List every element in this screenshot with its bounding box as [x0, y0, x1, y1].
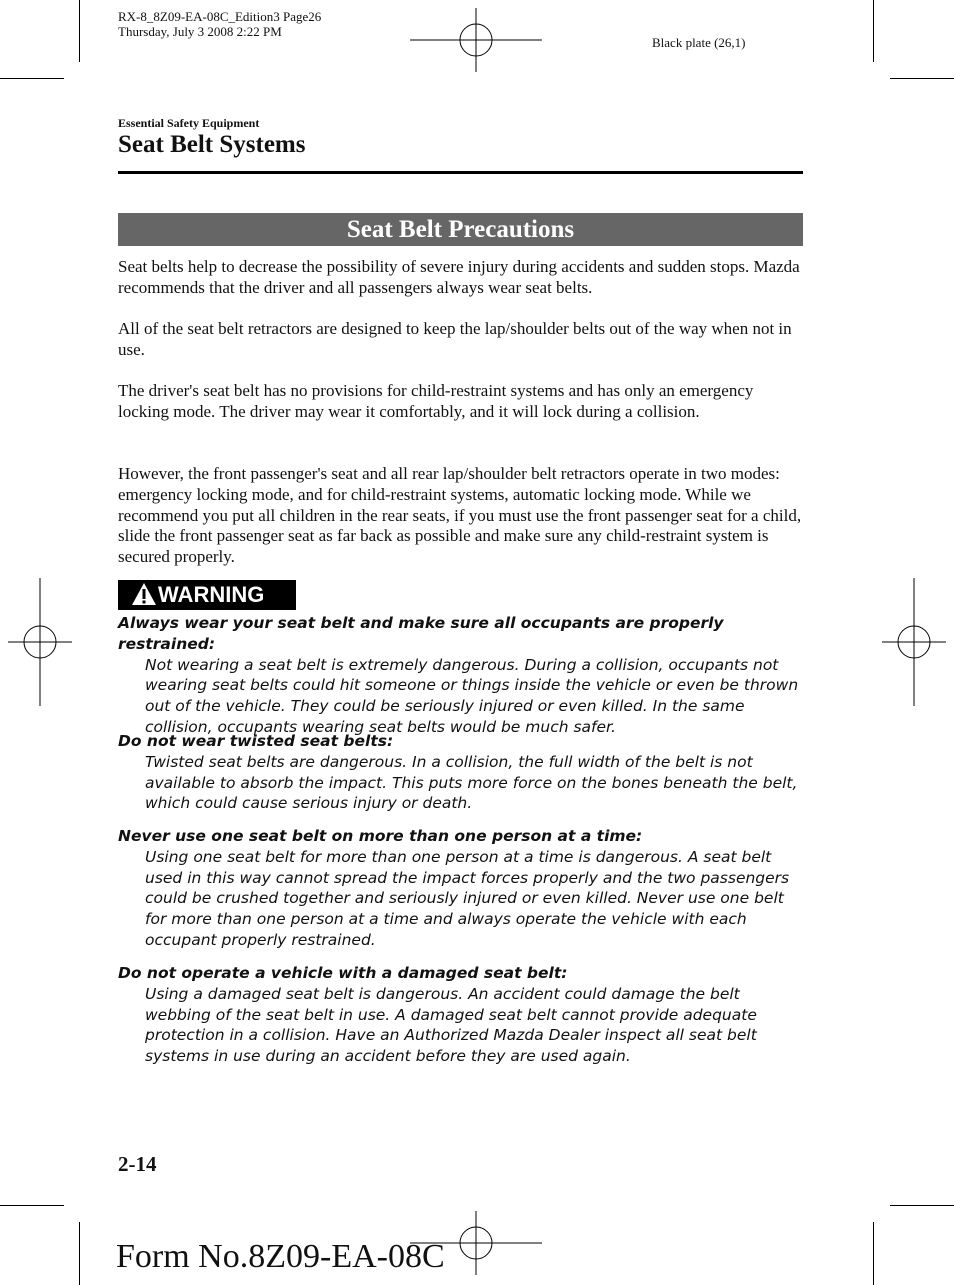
paragraph: Seat belts help to decrease the possibility of severe injury during accidents and sudden stops. Mazda recommends that the driver and all passengers always wear seat belts. [118, 257, 800, 297]
warning-item [118, 826, 803, 951]
warning-item-heading: Do not wear twisted seat belts: [118, 732, 394, 750]
registration-mark-top [410, 8, 542, 72]
warning-item-body: Not wearing a seat belt is extremely dangerous. During a collision, occupants not wearing seat belts could hit someone or things inside the vehicle or even be thrown out of the vehicle. They could be seriously injured or even killed. In the same collision, occupants wearing seat belts would be much safer. [145, 655, 799, 736]
print-job-line-2: Thursday, July 3 2008 2:22 PM [118, 24, 282, 39]
print-job-line-1: RX-8_8Z09-EA-08C_Edition3 Page26 [118, 9, 322, 24]
title-rule [118, 171, 803, 174]
registration-mark-right [882, 578, 946, 706]
warning-item [118, 963, 803, 1067]
warning-item-heading: Do not operate a vehicle with a damaged seat belt: [118, 964, 568, 982]
section-banner: Seat Belt Precautions [118, 213, 803, 246]
print-job-info [118, 9, 321, 39]
warning-item-body: Twisted seat belts are dangerous. In a collision, the full width of the belt is not available to absorb the impact. This puts more force on the bones beneath the belt, which could cause serious injury or death. [145, 752, 798, 813]
warning-item [118, 731, 803, 814]
plate-label: Black plate (26,1) [652, 35, 746, 50]
warning-label: WARNING [158, 582, 265, 607]
page-number: 2-14 [118, 1152, 157, 1176]
page-title: Seat Belt Systems [118, 131, 306, 158]
section-label: Essential Safety Equipment [118, 116, 260, 130]
paragraph: All of the seat belt retractors are designed to keep the lap/shoulder belts out of the way when not in use. [118, 319, 792, 359]
warning-item-body: Using one seat belt for more than one person at a time is dangerous. A seat belt used in this way cannot spread the impact forces properly and the two passengers could be crushed together and seriously injured or even killed. Never use one belt for more than one person at a time and always operate the vehicle with each occupant properly restrained. [145, 847, 790, 949]
registration-mark-left [8, 578, 72, 706]
warning-item-heading: Never use one seat belt on more than one person at a time: [118, 827, 643, 845]
form-number: Form No.8Z09-EA-08C [116, 1238, 445, 1275]
warning-label-box [118, 580, 296, 610]
warning-item-heading: Always wear your seat belt and make sure all occupants are properly restrained: [118, 614, 724, 653]
warning-item-body: Using a damaged seat belt is dangerous. An accident could damage the belt webbing of the seat belt in use. A damaged seat belt cannot provide adequate protection in a collision. Have an Authorized Mazda Dealer inspect all seat belt systems in use during an accident before they are used again. [145, 984, 757, 1066]
warning-item [118, 613, 803, 738]
paragraph: However, the front passenger's seat and all rear lap/shoulder belt retractors operate in two modes: emergency locking mode, and for child-restraint systems, automatic locking mode. While we recommend you put all children in the rear seats, if you must use the front passenger seat for a child, slide the front passenger seat as far back as possible and make sure any child-restraint system is secured properly. [118, 464, 802, 567]
exclamation-triangle-icon [131, 582, 157, 606]
paragraph: The driver's seat belt has no provisions for child-restraint systems and has only an emergency locking mode. The driver may wear it comfortably, and it will lock during a collision. [118, 381, 754, 421]
